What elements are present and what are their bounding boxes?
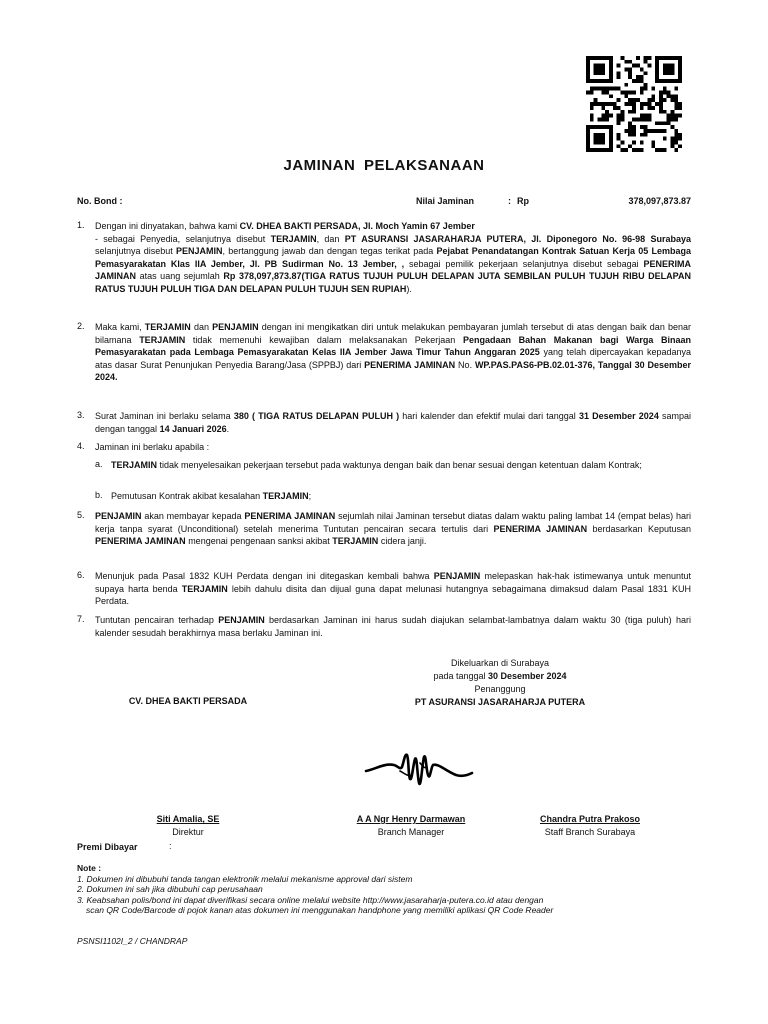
qr-code (586, 56, 682, 152)
clause-number: 3. (77, 410, 85, 420)
footer-code: PSNSI1102I_2 / CHANDRAP (77, 936, 188, 946)
clause-letter: a. (95, 459, 103, 469)
note-line-2: 2. Dokumen ini sah jika dibubuhi cap perusahaan (77, 884, 263, 894)
note-line-1: 1. Dokumen ini dibubuhi tanda tangan elektronik melalui mekanisme approval dari sistem (77, 873, 413, 884)
clause-2 (77, 321, 691, 384)
note-line-3: 3. Keabsahan polis/bond ini dapat diverifikasi secara online melalui website http://www.jasaraharja-putera.co.id atau dengan (77, 894, 544, 905)
clause-text: TERJAMIN tidak menyelesaikan pekerjaan tersebut pada waktunya dengan baik dan benar sesuai dengan ketentuan dalam Kontrak; (111, 460, 642, 470)
clause-number: 7. (77, 614, 85, 624)
nilai-jaminan-label: Nilai Jaminan (416, 196, 475, 206)
signer-role: Branch Manager (377, 827, 445, 837)
clause-letter: b. (95, 490, 103, 500)
signature-image (364, 735, 474, 797)
clause-text: Surat Jaminan ini berlaku selama 380 ( TIGA RATUS DELAPAN PULUH ) hari kalender dan efektif mulai dari tanggal 31 Desember 2024 sampai dengan tanggal 14 Januari 2026. (95, 411, 691, 434)
clause-4 (77, 441, 691, 454)
clause-5 (77, 510, 691, 548)
issued-block (380, 657, 620, 709)
note-label: Note : (77, 863, 102, 873)
signer-name: Siti Amalia, SE (156, 814, 220, 824)
signer-staff (516, 813, 664, 839)
issued-place: Dikeluarkan di Surabaya (450, 658, 550, 668)
signer-name: A A Ngr Henry Darmawan (356, 814, 466, 824)
clause-text: Maka kami, TERJAMIN dan PENJAMIN dengan ini mengikatkan diri untuk melakukan pembayaran jumlah tersebut di atas dengan baik dan benar bilamana TERJAMIN tidak memenuhi kewajiban dalam melaksanakan Pekerjaan Pengadaan Bahan Makanan bagi Warga Binaan Pemasyarakatan pada Lembaga Pemasyarakatan Kelas IIA Jember Jawa Timur Tahun Anggaran 2025 yang telah dipercayakan kepadanya atas dasar Surat Penunjukan Penyedia Barang/Jasa (SPPBJ) dari PENERIMA JAMINAN No. WP.PAS.PAS6-PB.02.01-376, Tanggal 30 Desember 2024. (95, 322, 692, 383)
premi-separator: : (169, 841, 172, 851)
clause-number: 4. (77, 441, 85, 451)
clause-number: 1. (77, 220, 85, 230)
nilai-currency: Rp (517, 196, 529, 206)
clause-text: Menunjuk pada Pasal 1832 KUH Perdata dengan ini ditegaskan kembali bahwa PENJAMIN melepaskan hak-hak istimewanya untuk menuntut supaya harta benda TERJAMIN lebih dahulu disita dan dijual guna dapat melunasi hutangnya sebagaimana dimaksud dalam Pasal 1831 KUH Perdata. (95, 571, 692, 607)
clause-text: Dengan ini dinyatakan, bahwa kami CV. DHEA BAKTI PERSADA, Jl. Moch Yamin 67 Jember - sebagai Penyedia, selanjutnya disebut TERJAMIN, dan PT ASURANSI JASARAHARJA PUTERA, Jl. Diponegoro No. 96-98 Surabaya selanjutnya disebut PENJAMIN, bertanggung jawab dan dengan tegas terikat pada Pejabat Penandatangan Kontrak Satuan Kerja 05 Lembaga Pemasyarakatan Klas IIA Jember, Jl. PB Sudirman No. 13 Jember, , sebagai pemilik pekerjaan selanjutnya disebut sebagai PENERIMA JAMINAN atas uang sejumlah Rp 378,097,873.87(TIGA RATUS TUJUH PULUH DELAPAN JUTA SEMBILAN PULUH TUJUH RIBU DELAPAN RATUS TUJUH PULUH TIGA DAN DELAPAN PULUH TUJUH SEN RUPIAH). (95, 221, 691, 294)
clause-text: Pemutusan Kontrak akibat kesalahan TERJAMIN; (111, 491, 312, 501)
clause-4b (95, 490, 691, 503)
clause-text: Tuntutan pencairan terhadap PENJAMIN berdasarkan Jaminan ini harus sudah diajukan selambat-lambatnya dalam waktu 30 (tiga puluh) hari kalender sesudah berakhirnya masa berlaku Jaminan ini. (95, 615, 691, 638)
signer-role: Direktur (172, 827, 204, 837)
clause-7 (77, 614, 691, 639)
issued-date: pada tanggal 30 Desember 2024 (433, 671, 567, 681)
bond-info-row (77, 196, 691, 210)
clause-number: 2. (77, 321, 85, 331)
document-title: JAMINAN PELAKSANAAN (283, 157, 485, 174)
guarantor-label: Penanggung (474, 684, 526, 694)
signer-direktur (128, 813, 248, 839)
notes-block (77, 863, 697, 916)
premi-label: Premi Dibayar (77, 842, 138, 852)
note-line-4: scan QR Code/Barcode di pojok kanan atas dokumen ini menggunakan handphone yang memiliki aplikasi QR Code Reader (86, 905, 554, 915)
guarantor-company: PT ASURANSI JASARAHARJA PUTERA (414, 697, 586, 707)
no-bond-label: No. Bond : (77, 196, 123, 206)
clause-number: 6. (77, 570, 85, 580)
clause-text: PENJAMIN akan membayar kepada PENERIMA JAMINAN sejumlah nilai Jaminan tersebut diatas dalam waktu paling lambat 14 (empat belas) hari kerja tanpa syarat (Unconditional) setelah menerima Tuntutan pencairan secara tertulis dari PENERIMA JAMINAN berdasarkan Keputusan PENERIMA JAMINAN mengenai pengenaan sanksi akibat TERJAMIN cidera janji. (95, 511, 691, 547)
clause-4a (95, 459, 691, 472)
signer-role: Staff Branch Surabaya (544, 827, 636, 837)
signer-branch-manager (336, 813, 486, 839)
clause-1 (77, 220, 691, 296)
clause-text: Jaminan ini berlaku apabila : (95, 442, 210, 452)
nilai-separator: : (508, 196, 511, 206)
principal-company: CV. DHEA BAKTI PERSADA (128, 696, 248, 706)
clause-3 (77, 410, 691, 435)
clause-6 (77, 570, 691, 608)
signer-name: Chandra Putra Prakoso (539, 814, 641, 824)
clause-number: 5. (77, 510, 85, 520)
nilai-jaminan-value: 378,097,873.87 (628, 196, 691, 206)
